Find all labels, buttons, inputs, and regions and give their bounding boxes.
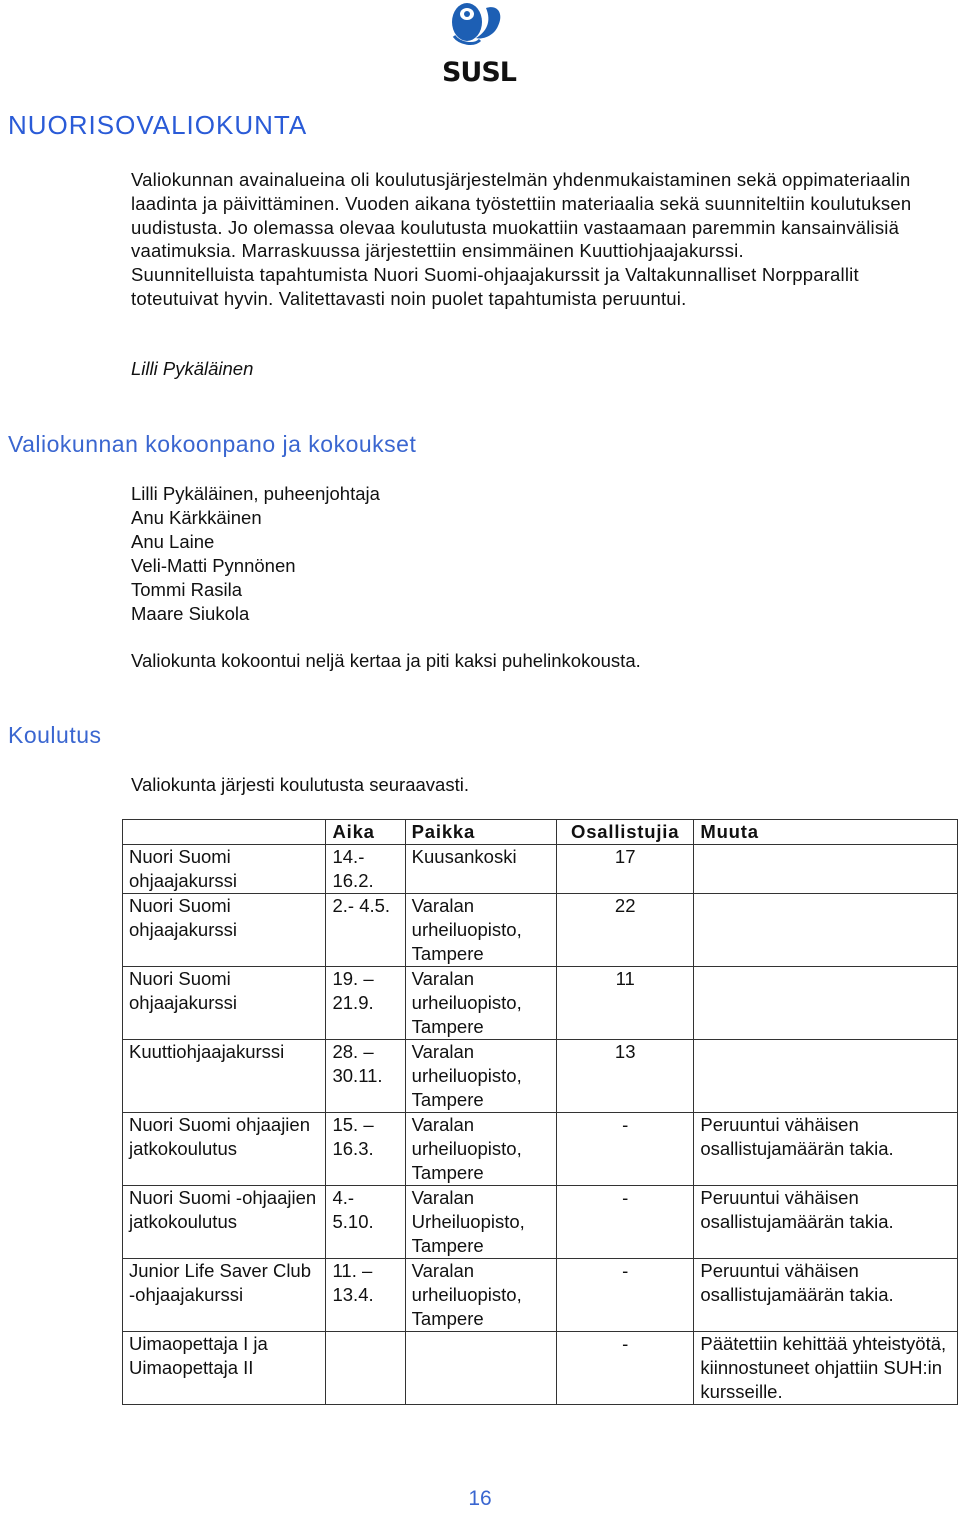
intro-text: Valiokunnan avainalueina oli koulutusjärjestelmän yhdenmukaistaminen sekä oppimateriaalin laadinta ja päivittäminen. Vuoden aikana työstettiin materiaalia sekä suunniteltiin koulutuksen uudistusta. Jo olemassa olevaa koulutusta muokattiin vastaamaan paremmin kansainvälisiä vaatimuksia. Marraskuussa järjestettiin ensimmäinen Kuuttiohjaajakurssi. bbox=[131, 169, 912, 262]
cell-notes: Peruuntui vähäisen osallistujamäärän takia. bbox=[694, 1113, 958, 1186]
cell-notes bbox=[694, 845, 958, 894]
cell-place: Varalan urheiluopisto, Tampere bbox=[405, 967, 556, 1040]
page-number: 16 bbox=[468, 1487, 492, 1510]
susl-logo bbox=[420, 0, 538, 92]
cell-notes bbox=[694, 1040, 958, 1113]
header-cell-notes: Muuta bbox=[694, 820, 958, 845]
cell-notes bbox=[694, 967, 958, 1040]
cell-participants: 17 bbox=[557, 845, 694, 894]
cell-participants: - bbox=[557, 1186, 694, 1259]
cell-time: 4.- 5.10. bbox=[326, 1186, 405, 1259]
table-row bbox=[123, 1259, 958, 1332]
member-item: Tommi Rasila bbox=[131, 579, 243, 600]
table-row bbox=[123, 894, 958, 967]
cell-course: Junior Life Saver Club -ohjaajakurssi bbox=[123, 1259, 326, 1332]
table-row bbox=[123, 1113, 958, 1186]
table-row bbox=[123, 845, 958, 894]
cell-participants: - bbox=[557, 1259, 694, 1332]
cell-time: 2.- 4.5. bbox=[326, 894, 405, 967]
table-row bbox=[123, 1186, 958, 1259]
member-item: Anu Kärkkäinen bbox=[131, 507, 262, 528]
cell-place: Varalan urheiluopisto, Tampere bbox=[405, 1259, 556, 1332]
cell-course: Kuuttiohjaajakurssi bbox=[123, 1040, 326, 1113]
cell-place: Kuusankoski bbox=[405, 845, 556, 894]
susl-logo-icon bbox=[420, 0, 538, 58]
page-title: NUORISOVALIOKUNTA bbox=[8, 110, 308, 140]
cell-time: 19. – 21.9. bbox=[326, 967, 405, 1040]
cell-participants: 11 bbox=[557, 967, 694, 1040]
cell-course: Nuori Suomi ohjaajakurssi bbox=[123, 845, 326, 894]
cell-participants: - bbox=[557, 1113, 694, 1186]
cell-place: Varalan urheiluopisto, Tampere bbox=[405, 1040, 556, 1113]
cell-notes: Päätettiin kehittää yhteistyötä, kiinnostuneet ohjattiin SUH:in kursseille. bbox=[694, 1332, 958, 1405]
table-row bbox=[123, 1332, 958, 1405]
cell-notes bbox=[694, 894, 958, 967]
cell-course: Nuori Suomi ohjaajakurssi bbox=[123, 967, 326, 1040]
cell-place bbox=[405, 1332, 556, 1405]
cell-participants: 22 bbox=[557, 894, 694, 967]
cell-course: Nuori Suomi ohjaajien jatkokoulutus bbox=[123, 1113, 326, 1186]
header-cell-time: Aika bbox=[326, 820, 405, 845]
composition-heading: Valiokunnan kokoonpano ja kokoukset bbox=[8, 431, 417, 457]
header-cell-place: Paikka bbox=[405, 820, 556, 845]
cell-time: 14.- 16.2. bbox=[326, 845, 405, 894]
cell-time: 15. – 16.3. bbox=[326, 1113, 405, 1186]
table-header-row bbox=[123, 820, 958, 845]
header-cell-course bbox=[123, 820, 326, 845]
member-list bbox=[131, 482, 380, 626]
cell-course: Nuori Suomi ohjaajakurssi bbox=[123, 894, 326, 967]
cell-participants: 13 bbox=[557, 1040, 694, 1113]
cell-place: Varalan urheiluopisto, Tampere bbox=[405, 1113, 556, 1186]
training-intro: Valiokunta järjesti koulutusta seuraavasti. bbox=[131, 774, 469, 795]
training-table bbox=[122, 819, 958, 1405]
cell-course: Uimaopettaja I ja Uimaopettaja II bbox=[123, 1332, 326, 1405]
member-item: Anu Laine bbox=[131, 531, 215, 552]
cell-time: 28. – 30.11. bbox=[326, 1040, 405, 1113]
cell-notes: Peruuntui vähäisen osallistujamäärän takia. bbox=[694, 1259, 958, 1332]
signature: Lilli Pykäläinen bbox=[131, 358, 254, 379]
cell-place: Varalan Urheiluopisto, Tampere bbox=[405, 1186, 556, 1259]
cell-time bbox=[326, 1332, 405, 1405]
logo-text: SUSL bbox=[441, 57, 517, 88]
cell-notes: Peruuntui vähäisen osallistujamäärän takia. bbox=[694, 1186, 958, 1259]
member-item: Veli-Matti Pynnönen bbox=[131, 555, 296, 576]
cell-time: 11. – 13.4. bbox=[326, 1259, 405, 1332]
header-cell-participants: Osallistujia bbox=[557, 820, 694, 845]
table-row bbox=[123, 1040, 958, 1113]
events-text: Suunnitelluista tapahtumista Nuori Suomi-ohjaajakurssit ja Valtakunnalliset Norpparallit toteutuivat hyvin. Valitettavasti noin puolet tapahtumista peruuntui. bbox=[131, 264, 859, 309]
training-heading: Koulutus bbox=[8, 722, 102, 748]
cell-participants: - bbox=[557, 1332, 694, 1405]
member-item: Maare Siukola bbox=[131, 603, 250, 624]
cell-course: Nuori Suomi -ohjaajien jatkokoulutus bbox=[123, 1186, 326, 1259]
meetings-text: Valiokunta kokoontui neljä kertaa ja piti kaksi puhelinkokousta. bbox=[131, 650, 641, 671]
intro-paragraph bbox=[131, 168, 931, 311]
member-item: Lilli Pykäläinen, puheenjohtaja bbox=[131, 483, 380, 504]
cell-place: Varalan urheiluopisto, Tampere bbox=[405, 894, 556, 967]
table-row bbox=[123, 967, 958, 1040]
